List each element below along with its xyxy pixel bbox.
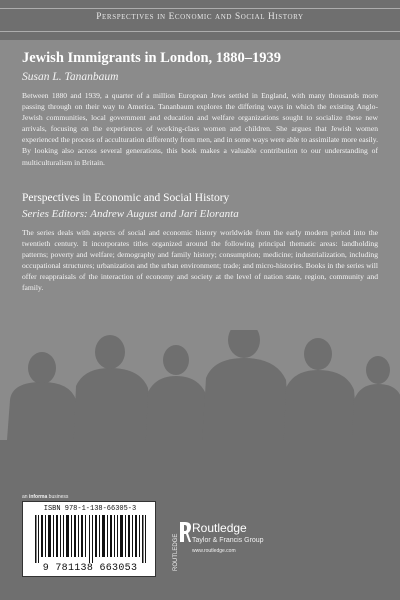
- publisher-group: Taylor & Francis Group: [192, 537, 264, 544]
- publisher-name: Routledge: [192, 521, 247, 535]
- publisher-url: www.routledge.com: [192, 548, 236, 554]
- informa-tagline: an informa business: [22, 494, 69, 500]
- barcode-bars: [35, 515, 147, 563]
- book-description: Between 1880 and 1939, a quarter of a million European Jews settled in England, with many thousands more passing through on their way to America. Tananbaum explores the differing ways in which the existing Anglo-Jewish communities, local government and education and welfare organizations sought to socialize these new arrivals, focusing on the experiences of working-class women and children. She argues that Jewish women experienced the process of acculturation differently from men, and in some ways were able to assimilate more easily. By looking also across several generations, this book makes a valuable contribution to our understanding of multiculturalism in Britain.: [22, 91, 378, 167]
- text-content: [22, 50, 378, 293]
- isbn-number: 9 781138 663053: [42, 563, 138, 574]
- series-heading: Perspectives in Economic and Social History: [96, 12, 304, 22]
- routledge-logo-icon: [178, 520, 191, 544]
- series-title: Perspectives in Economic and Social History: [22, 191, 230, 204]
- book-title: Jewish Immigrants in London, 1880–1939: [22, 50, 282, 66]
- top-rule: [0, 8, 400, 9]
- series-editors: Series Editors: Andrew August and Jari Eloranta: [22, 207, 239, 220]
- series-description: The series deals with aspects of social and economic history worldwide from the early modern period into the twentieth century. It incorporates titles organized around the following principal thematic areas: landholding patterns; poverty and welfare; demography and family history; consumption; medicine; industrialization, including occupational structures; urbanization and the urban environment; trade; and micro-histories. Books in the series will offer reappraisals of the interaction of economy and society at the level of nation state, region, community and family.: [22, 227, 378, 293]
- bottom-rule: [0, 31, 400, 32]
- svg-text:ROUTLEDGE: ROUTLEDGE: [173, 533, 179, 571]
- book-author: Susan L. Tananbaum: [22, 71, 119, 83]
- isbn-barcode: [22, 501, 156, 577]
- isbn-label: ISBN 978-1-138-66305-3: [43, 505, 137, 513]
